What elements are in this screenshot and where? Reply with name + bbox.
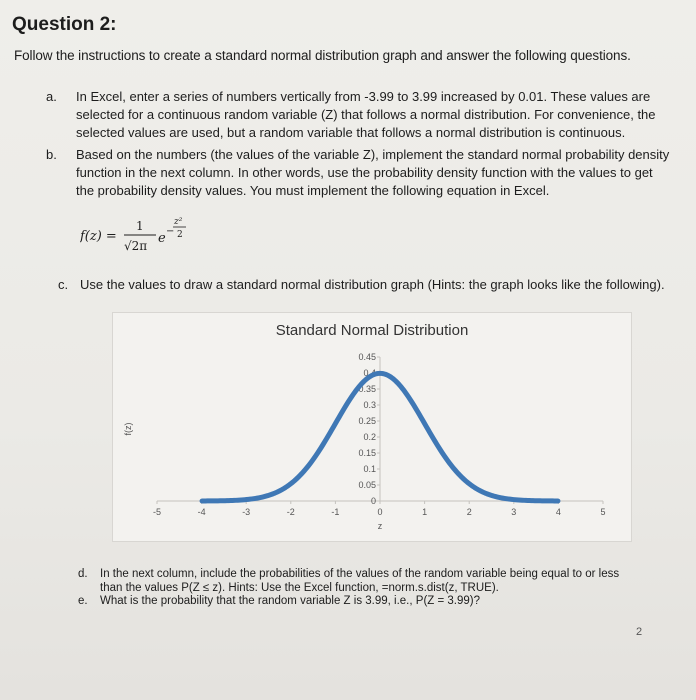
y-tick-label: 0.45 [358,352,376,362]
formula-exponent-sign: − [166,226,175,237]
chart-container [112,312,632,542]
item-b-line-1: Based on the numbers (the values of the variable Z), implement the standard normal probability density [76,147,670,162]
item-d-marker: d. [78,568,88,580]
y-tick-label: 0.25 [358,416,376,426]
formula-base: e [158,231,166,246]
pdf-formula [80,212,220,258]
y-tick-label: 0.2 [363,432,376,442]
x-tick-label: -5 [152,507,162,517]
y-tick-label: 0.15 [358,448,376,458]
x-tick-label: -3 [242,507,251,517]
x-tick-label: 2 [466,507,472,517]
y-tick-label: 0.35 [358,384,376,394]
x-axis-label: z [377,521,383,531]
x-tick-label: 0 [377,507,383,517]
item-a-line-1: In Excel, enter a series of numbers vertically from -3.99 to 3.99 increased by 0.01. These values are [76,89,651,104]
item-d-line-1: In the next column, include the probabilities of the values of the random variable being equal to or less [100,568,620,580]
item-b-marker: b. [46,147,57,162]
x-tick-label: 5 [600,507,606,517]
item-b-line-2: function in the next column. In other words, use the probability density function with the values to get [76,165,653,180]
x-tick-label: 1 [422,507,428,517]
x-tick-label: 4 [555,507,561,517]
normal-distribution-chart [113,313,631,541]
question-title: Question 2: [12,14,117,35]
item-d-line-2: than the values P(Z ≤ z). Hints: Use the Excel function, =norm.s.dist(z, TRUE). [100,582,499,594]
y-tick-label: 0.1 [363,464,376,474]
formula-exponent-numerator: z² [174,217,183,227]
x-tick-label: -4 [197,507,206,517]
y-axis-label: f(z) [123,422,133,436]
formula-numerator: 1 [136,219,144,233]
formula-denominator: √2π [124,239,148,253]
chart-title: Standard Normal Distribution [275,322,469,339]
item-a-marker: a. [46,89,57,104]
item-a-line-2: selected for a continuous random variable (Z) that follows a normal distribution. For convenience, the [76,107,656,122]
y-tick-label: 0.4 [363,368,376,378]
item-a-line-3: selected values are used, but a random variable that follows a normal distribution is continuous. [76,125,626,140]
formula-exponent-denominator: 2 [177,230,183,240]
y-tick-label: 0.05 [358,480,376,490]
item-c-text: Use the values to draw a standard normal distribution graph (Hints: the graph looks like the following). [80,277,665,292]
x-tick-label: -2 [286,507,295,517]
item-e-text: What is the probability that the random variable Z is 3.99, i.e., P(Z = 3.99)? [100,595,481,607]
item-b-line-3: the probability density values. You must implement the following equation in Excel. [76,183,550,198]
formula-lhs: f(z) = [80,229,117,244]
x-tick-label: 3 [511,507,517,517]
item-c-marker: c. [58,277,69,292]
item-e-marker: e. [78,595,88,607]
x-tick-label: -1 [331,507,340,517]
y-tick-label: 0.3 [363,400,376,410]
question-intro: Follow the instructions to create a standard normal distribution graph and answer the following questions. [14,48,631,63]
page-number: 2 [636,626,643,638]
y-tick-label: 0 [370,496,376,506]
